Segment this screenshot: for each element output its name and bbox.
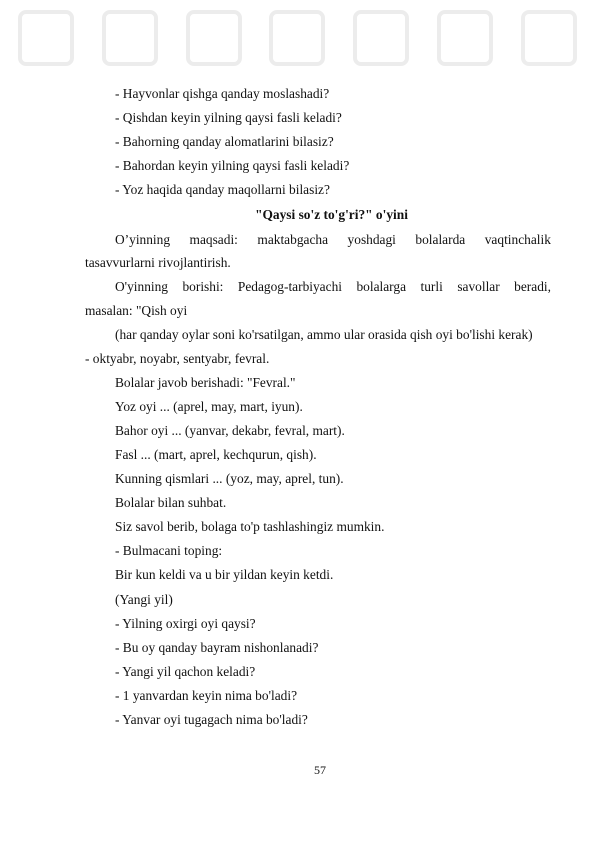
purpose-word: maktabgacha — [257, 232, 329, 247]
progress-word: beradi, — [514, 279, 551, 294]
progress-continuation: masalan: "Qish oyi — [85, 303, 188, 318]
months-note-line: (har qanday oylar soni ko'rsatilgan, ammo ular orasida qish oyi bo'lishi kerak) — [115, 327, 533, 342]
watermark-logo-icon — [353, 10, 409, 66]
question-line: - Bahordan keyin yilning qaysi fasli keladi? — [115, 158, 350, 173]
purpose-word: bolalarda — [415, 232, 466, 247]
body-line: - 1 yanvardan keyin nima bo'ladi? — [115, 688, 298, 703]
progress-word: O'yinning — [115, 279, 169, 294]
question-line: - Bahorning qanday alomatlarini bilasiz? — [115, 134, 334, 149]
body-line: - Bu oy qanday bayram nishonlanadi? — [115, 640, 319, 655]
watermark-logo-icon — [269, 10, 325, 66]
watermark-logo-icon — [521, 10, 577, 66]
body-line: Bolalar bilan suhbat. — [115, 495, 227, 510]
body-line: Bir kun keldi va u bir yildan keyin ketdi. — [115, 567, 334, 582]
watermark-logo-icon — [18, 10, 74, 66]
question-line: - Yoz haqida qanday maqollarni bilasiz? — [115, 182, 330, 197]
body-line: Bahor oyi ... (yanvar, dekabr, fevral, mart). — [115, 423, 345, 438]
question-line: - Hayvonlar qishga qanday moslashadi? — [115, 86, 330, 101]
body-line: - Yilning oxirgi oyi qaysi? — [115, 616, 256, 631]
body-line: - Bulmacani toping: — [115, 543, 223, 558]
body-line: Siz savol berib, bolaga to'p tashlashingiz mumkin. — [115, 519, 385, 534]
progress-line — [115, 279, 551, 295]
body-line: Kunning qismlari ... (yoz, may, aprel, tun). — [115, 471, 344, 486]
watermark-logo-icon — [437, 10, 493, 66]
progress-word: savollar — [457, 279, 500, 294]
body-line: Fasl ... (mart, aprel, kechqurun, qish). — [115, 447, 317, 462]
game-title: "Qaysi so'z to'g'ri?" o'yini — [255, 207, 408, 222]
progress-word: turli — [420, 279, 443, 294]
purpose-word: vaqtinchalik — [484, 232, 551, 247]
body-line: - Yanvar oyi tugagach nima bo'ladi? — [115, 712, 308, 727]
body-line: - Yangi yil qachon keladi? — [115, 664, 256, 679]
body-line: Yoz oyi ... (aprel, may, mart, iyun). — [115, 399, 303, 414]
body-line: Bolalar javob berishadi: "Fevral." — [115, 375, 296, 390]
progress-word: borishi: — [182, 279, 224, 294]
watermark-logo-icon — [102, 10, 158, 66]
watermark-logo-icon — [186, 10, 242, 66]
progress-word: bolalarga — [356, 279, 407, 294]
months-note-line: - oktyabr, noyabr, sentyabr, fevral. — [85, 351, 270, 366]
body-line: (Yangi yil) — [115, 592, 173, 607]
purpose-line — [115, 232, 551, 248]
watermark — [0, 10, 595, 70]
purpose-continuation: tasavvurlarni rivojlantirish. — [85, 255, 231, 270]
purpose-word: maqsadi: — [189, 232, 238, 247]
page-number: 57 — [314, 763, 326, 777]
progress-word: Pedagog-tarbiyachi — [237, 279, 342, 294]
question-line: - Qishdan keyin yilning qaysi fasli keladi? — [115, 110, 342, 125]
purpose-word: O’yinning — [115, 232, 171, 247]
purpose-word: yoshdagi — [347, 232, 396, 247]
